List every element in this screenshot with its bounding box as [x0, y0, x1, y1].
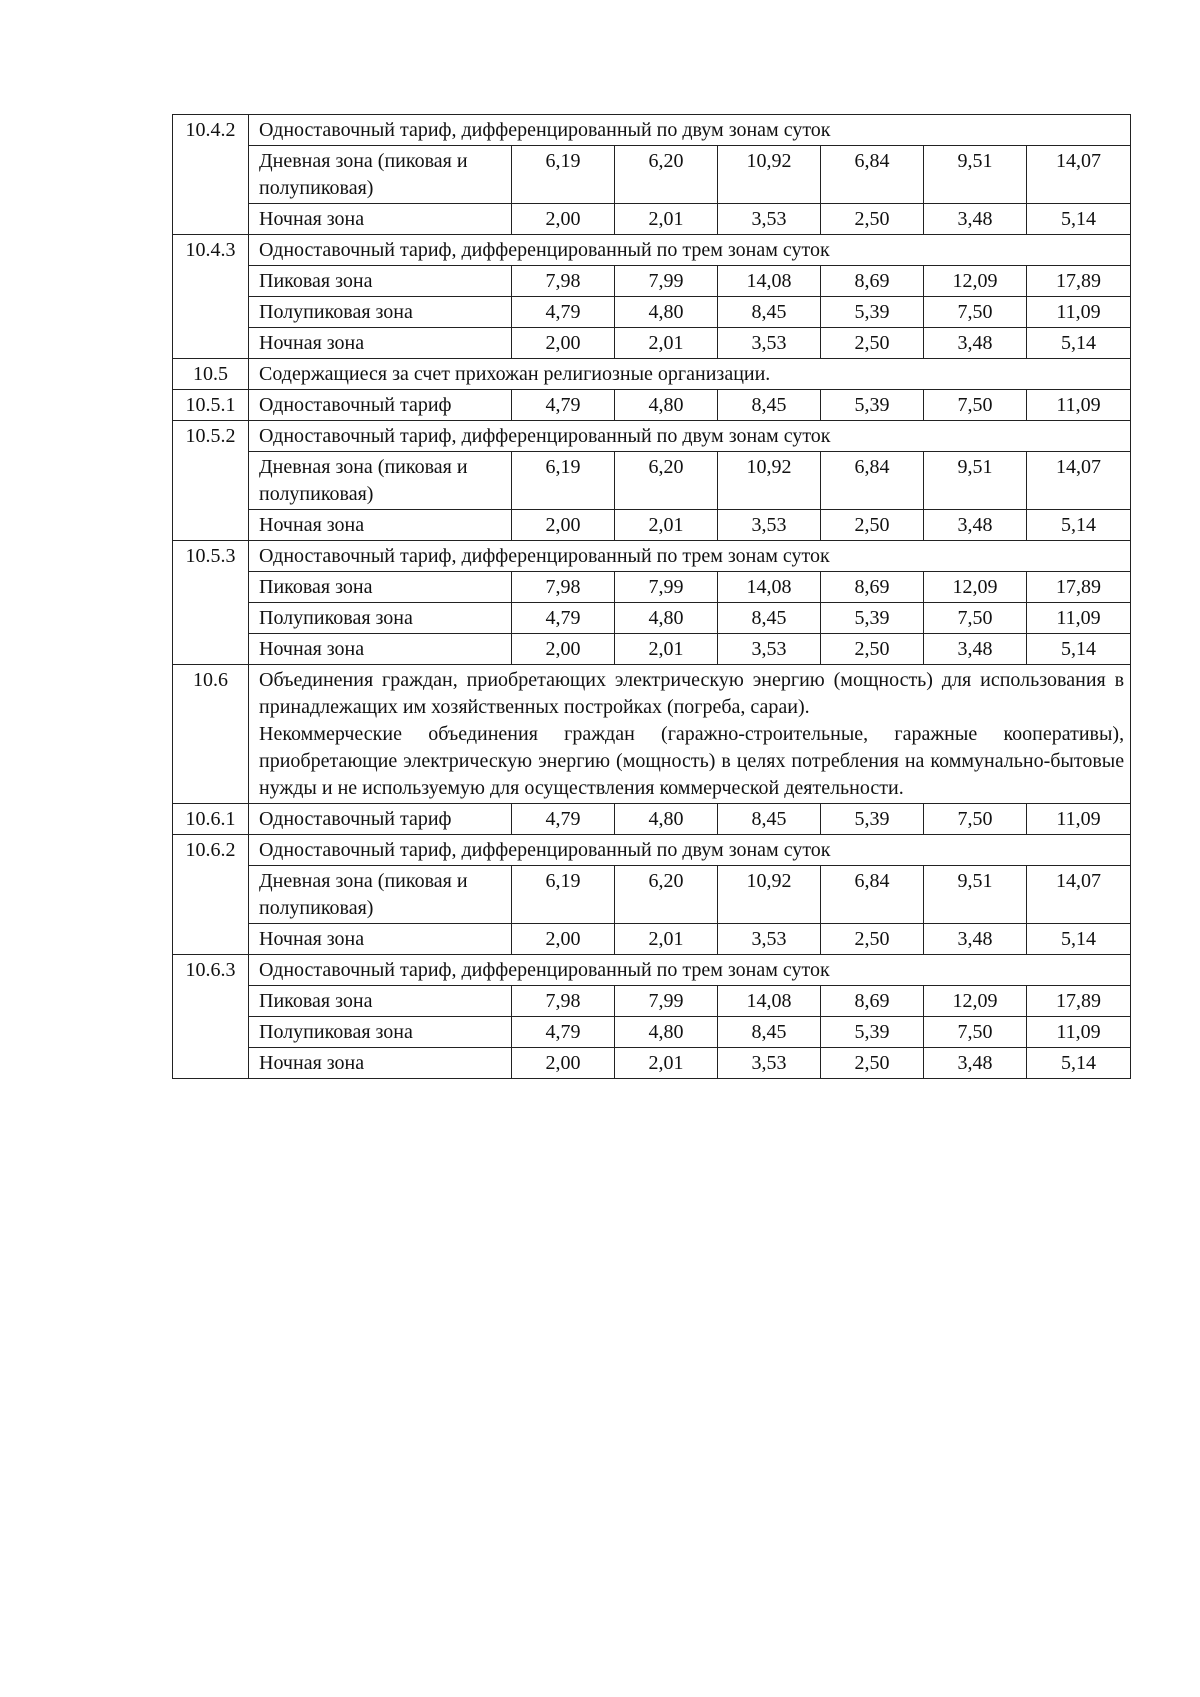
row-label: Дневная зона (пиковая и полупиковая): [249, 866, 512, 924]
tariff-value: 2,50: [821, 328, 924, 359]
tariff-value: 9,51: [924, 452, 1027, 510]
tariff-value: 7,50: [924, 1017, 1027, 1048]
tariff-value: 2,00: [512, 204, 615, 235]
tariff-value: 14,08: [718, 986, 821, 1017]
tariff-value: 2,50: [821, 510, 924, 541]
tariff-value: 3,48: [924, 634, 1027, 665]
row-label: Ночная зона: [249, 1048, 512, 1079]
tariff-value: 14,07: [1027, 452, 1131, 510]
tariff-value: 8,69: [821, 266, 924, 297]
tariff-value: 2,50: [821, 924, 924, 955]
tariff-value: 5,39: [821, 603, 924, 634]
section-code: 10.6.1: [173, 804, 249, 835]
section-code: 10.5: [173, 359, 249, 390]
table-row: [173, 452, 1131, 510]
tariff-value: 6,19: [512, 452, 615, 510]
tariff-value: 7,50: [924, 390, 1027, 421]
section-code: 10.6.3: [173, 955, 249, 1079]
tariff-value: 7,99: [615, 266, 718, 297]
tariff-value: 7,99: [615, 986, 718, 1017]
table-row: [173, 986, 1131, 1017]
section-header-row: [173, 235, 1131, 266]
table-row: [173, 510, 1131, 541]
tariff-table-body: [173, 115, 1131, 1079]
tariff-value: 2,01: [615, 510, 718, 541]
tariff-value: 2,01: [615, 924, 718, 955]
section-code: 10.6.2: [173, 835, 249, 955]
section-title: Содержащиеся за счет прихожан религиозные организации.: [249, 359, 1131, 390]
tariff-value: 4,79: [512, 804, 615, 835]
tariff-value: 3,53: [718, 510, 821, 541]
tariff-value: 3,53: [718, 328, 821, 359]
row-label: Пиковая зона: [249, 572, 512, 603]
tariff-value: 17,89: [1027, 266, 1131, 297]
tariff-value: 17,89: [1027, 572, 1131, 603]
row-label: Дневная зона (пиковая и полупиковая): [249, 452, 512, 510]
tariff-value: 11,09: [1027, 390, 1131, 421]
tariff-value: 2,00: [512, 1048, 615, 1079]
row-label: Полупиковая зона: [249, 297, 512, 328]
tariff-value: 9,51: [924, 146, 1027, 204]
tariff-table: [172, 114, 1131, 1079]
section-title: Одноставочный тариф, дифференцированный по двум зонам суток: [249, 835, 1131, 866]
section-code: 10.5.2: [173, 421, 249, 541]
section-code: 10.5.1: [173, 390, 249, 421]
section-header-row: [173, 541, 1131, 572]
tariff-value: 2,00: [512, 924, 615, 955]
tariff-value: 3,48: [924, 328, 1027, 359]
table-row: [173, 297, 1131, 328]
row-label: Ночная зона: [249, 510, 512, 541]
tariff-value: 4,80: [615, 804, 718, 835]
tariff-value: 4,80: [615, 297, 718, 328]
tariff-value: 4,80: [615, 603, 718, 634]
tariff-value: 2,01: [615, 204, 718, 235]
section-title: Одноставочный тариф, дифференцированный по трем зонам суток: [249, 955, 1131, 986]
tariff-value: 2,00: [512, 510, 615, 541]
tariff-value: 8,69: [821, 572, 924, 603]
row-label: Пиковая зона: [249, 266, 512, 297]
row-label: Ночная зона: [249, 328, 512, 359]
section-header-row: [173, 421, 1131, 452]
table-row: [173, 1017, 1131, 1048]
tariff-value: 2,50: [821, 634, 924, 665]
section-paragraph: Объединения граждан, приобретающих электрическую энергию (мощность) для использования в принадлежащих им хозяйственных постройках (погреба, сараи).: [259, 669, 1125, 718]
row-label: Ночная зона: [249, 924, 512, 955]
tariff-value: 11,09: [1027, 603, 1131, 634]
tariff-value: 8,45: [718, 804, 821, 835]
tariff-value: 2,01: [615, 328, 718, 359]
section-header-row: [173, 955, 1131, 986]
row-label: Ночная зона: [249, 204, 512, 235]
section-header-row: [173, 359, 1131, 390]
table-row: [173, 266, 1131, 297]
tariff-value: 7,50: [924, 804, 1027, 835]
row-label: Одноставочный тариф: [249, 390, 512, 421]
tariff-value: 12,09: [924, 266, 1027, 297]
tariff-value: 3,53: [718, 924, 821, 955]
section-title: Одноставочный тариф, дифференцированный по трем зонам суток: [249, 235, 1131, 266]
tariff-value: 4,79: [512, 1017, 615, 1048]
tariff-value: 3,48: [924, 510, 1027, 541]
tariff-value: 7,98: [512, 572, 615, 603]
tariff-value: 3,53: [718, 204, 821, 235]
tariff-value: 5,39: [821, 297, 924, 328]
section-code: 10.5.3: [173, 541, 249, 665]
tariff-value: 6,20: [615, 452, 718, 510]
row-label: Ночная зона: [249, 634, 512, 665]
section-header-row: [173, 835, 1131, 866]
section-title: Одноставочный тариф, дифференцированный по двум зонам суток: [249, 115, 1131, 146]
tariff-value: 5,39: [821, 390, 924, 421]
tariff-value: 7,99: [615, 572, 718, 603]
tariff-value: 2,00: [512, 328, 615, 359]
section-title: Одноставочный тариф, дифференцированный по трем зонам суток: [249, 541, 1131, 572]
tariff-value: 4,79: [512, 603, 615, 634]
tariff-value: 3,48: [924, 1048, 1027, 1079]
tariff-value: 10,92: [718, 452, 821, 510]
tariff-value: 5,14: [1027, 924, 1131, 955]
table-row: [173, 1048, 1131, 1079]
tariff-value: 2,50: [821, 1048, 924, 1079]
tariff-value: 14,07: [1027, 146, 1131, 204]
table-row: [173, 634, 1131, 665]
tariff-value: 9,51: [924, 866, 1027, 924]
tariff-value: 8,45: [718, 1017, 821, 1048]
table-row: [173, 204, 1131, 235]
tariff-value: 11,09: [1027, 297, 1131, 328]
table-row: [173, 146, 1131, 204]
tariff-value: 3,53: [718, 634, 821, 665]
section-header-row: [173, 115, 1131, 146]
tariff-value: 2,00: [512, 634, 615, 665]
row-label: Дневная зона (пиковая и полупиковая): [249, 146, 512, 204]
section-code: 10.6: [173, 665, 249, 804]
tariff-value: 10,92: [718, 866, 821, 924]
tariff-value: 6,84: [821, 452, 924, 510]
tariff-value: 2,01: [615, 1048, 718, 1079]
tariff-value: 4,79: [512, 390, 615, 421]
tariff-value: 7,50: [924, 297, 1027, 328]
tariff-value: 14,08: [718, 572, 821, 603]
table-row: [173, 328, 1131, 359]
tariff-value: 12,09: [924, 572, 1027, 603]
table-row: [173, 603, 1131, 634]
section-paragraph: Некоммерческие объединения граждан (гаражно-строительные, гаражные кооперативы), приобретающие электрическую энергию (мощность) в целях потребления на коммунально-бытовые нужды и не используемую для осуществления коммерческой деятельности.: [259, 723, 1125, 799]
tariff-value: 5,14: [1027, 328, 1131, 359]
tariff-value: 5,39: [821, 804, 924, 835]
tariff-value: 7,98: [512, 266, 615, 297]
tariff-value: 6,84: [821, 866, 924, 924]
tariff-value: 6,19: [512, 866, 615, 924]
section-header-row: [173, 665, 1131, 804]
tariff-value: 5,39: [821, 1017, 924, 1048]
tariff-value: 6,19: [512, 146, 615, 204]
tariff-value: 17,89: [1027, 986, 1131, 1017]
tariff-value: 10,92: [718, 146, 821, 204]
tariff-value: 6,84: [821, 146, 924, 204]
tariff-value: 5,14: [1027, 204, 1131, 235]
tariff-value: 14,08: [718, 266, 821, 297]
tariff-value: 5,14: [1027, 510, 1131, 541]
tariff-value: 4,79: [512, 297, 615, 328]
tariff-value: 7,98: [512, 986, 615, 1017]
tariff-value: 3,48: [924, 204, 1027, 235]
table-row: [173, 804, 1131, 835]
table-row: [173, 572, 1131, 603]
section-code: 10.4.3: [173, 235, 249, 359]
tariff-value: 11,09: [1027, 1017, 1131, 1048]
tariff-value: 2,01: [615, 634, 718, 665]
tariff-value: 4,80: [615, 390, 718, 421]
tariff-value: 8,45: [718, 603, 821, 634]
tariff-value: 14,07: [1027, 866, 1131, 924]
tariff-value: 2,50: [821, 204, 924, 235]
tariff-value: 8,45: [718, 390, 821, 421]
tariff-value: 5,14: [1027, 1048, 1131, 1079]
row-label: Полупиковая зона: [249, 1017, 512, 1048]
tariff-value: 5,14: [1027, 634, 1131, 665]
section-title: [249, 665, 1131, 804]
tariff-value: 3,48: [924, 924, 1027, 955]
tariff-value: 3,53: [718, 1048, 821, 1079]
tariff-value: 6,20: [615, 146, 718, 204]
section-code: 10.4.2: [173, 115, 249, 235]
section-title: Одноставочный тариф, дифференцированный по двум зонам суток: [249, 421, 1131, 452]
table-row: [173, 924, 1131, 955]
table-row: [173, 390, 1131, 421]
tariff-value: 11,09: [1027, 804, 1131, 835]
tariff-value: 4,80: [615, 1017, 718, 1048]
tariff-value: 8,69: [821, 986, 924, 1017]
row-label: Пиковая зона: [249, 986, 512, 1017]
row-label: Полупиковая зона: [249, 603, 512, 634]
row-label: Одноставочный тариф: [249, 804, 512, 835]
table-row: [173, 866, 1131, 924]
tariff-value: 12,09: [924, 986, 1027, 1017]
tariff-value: 7,50: [924, 603, 1027, 634]
tariff-value: 6,20: [615, 866, 718, 924]
tariff-value: 8,45: [718, 297, 821, 328]
